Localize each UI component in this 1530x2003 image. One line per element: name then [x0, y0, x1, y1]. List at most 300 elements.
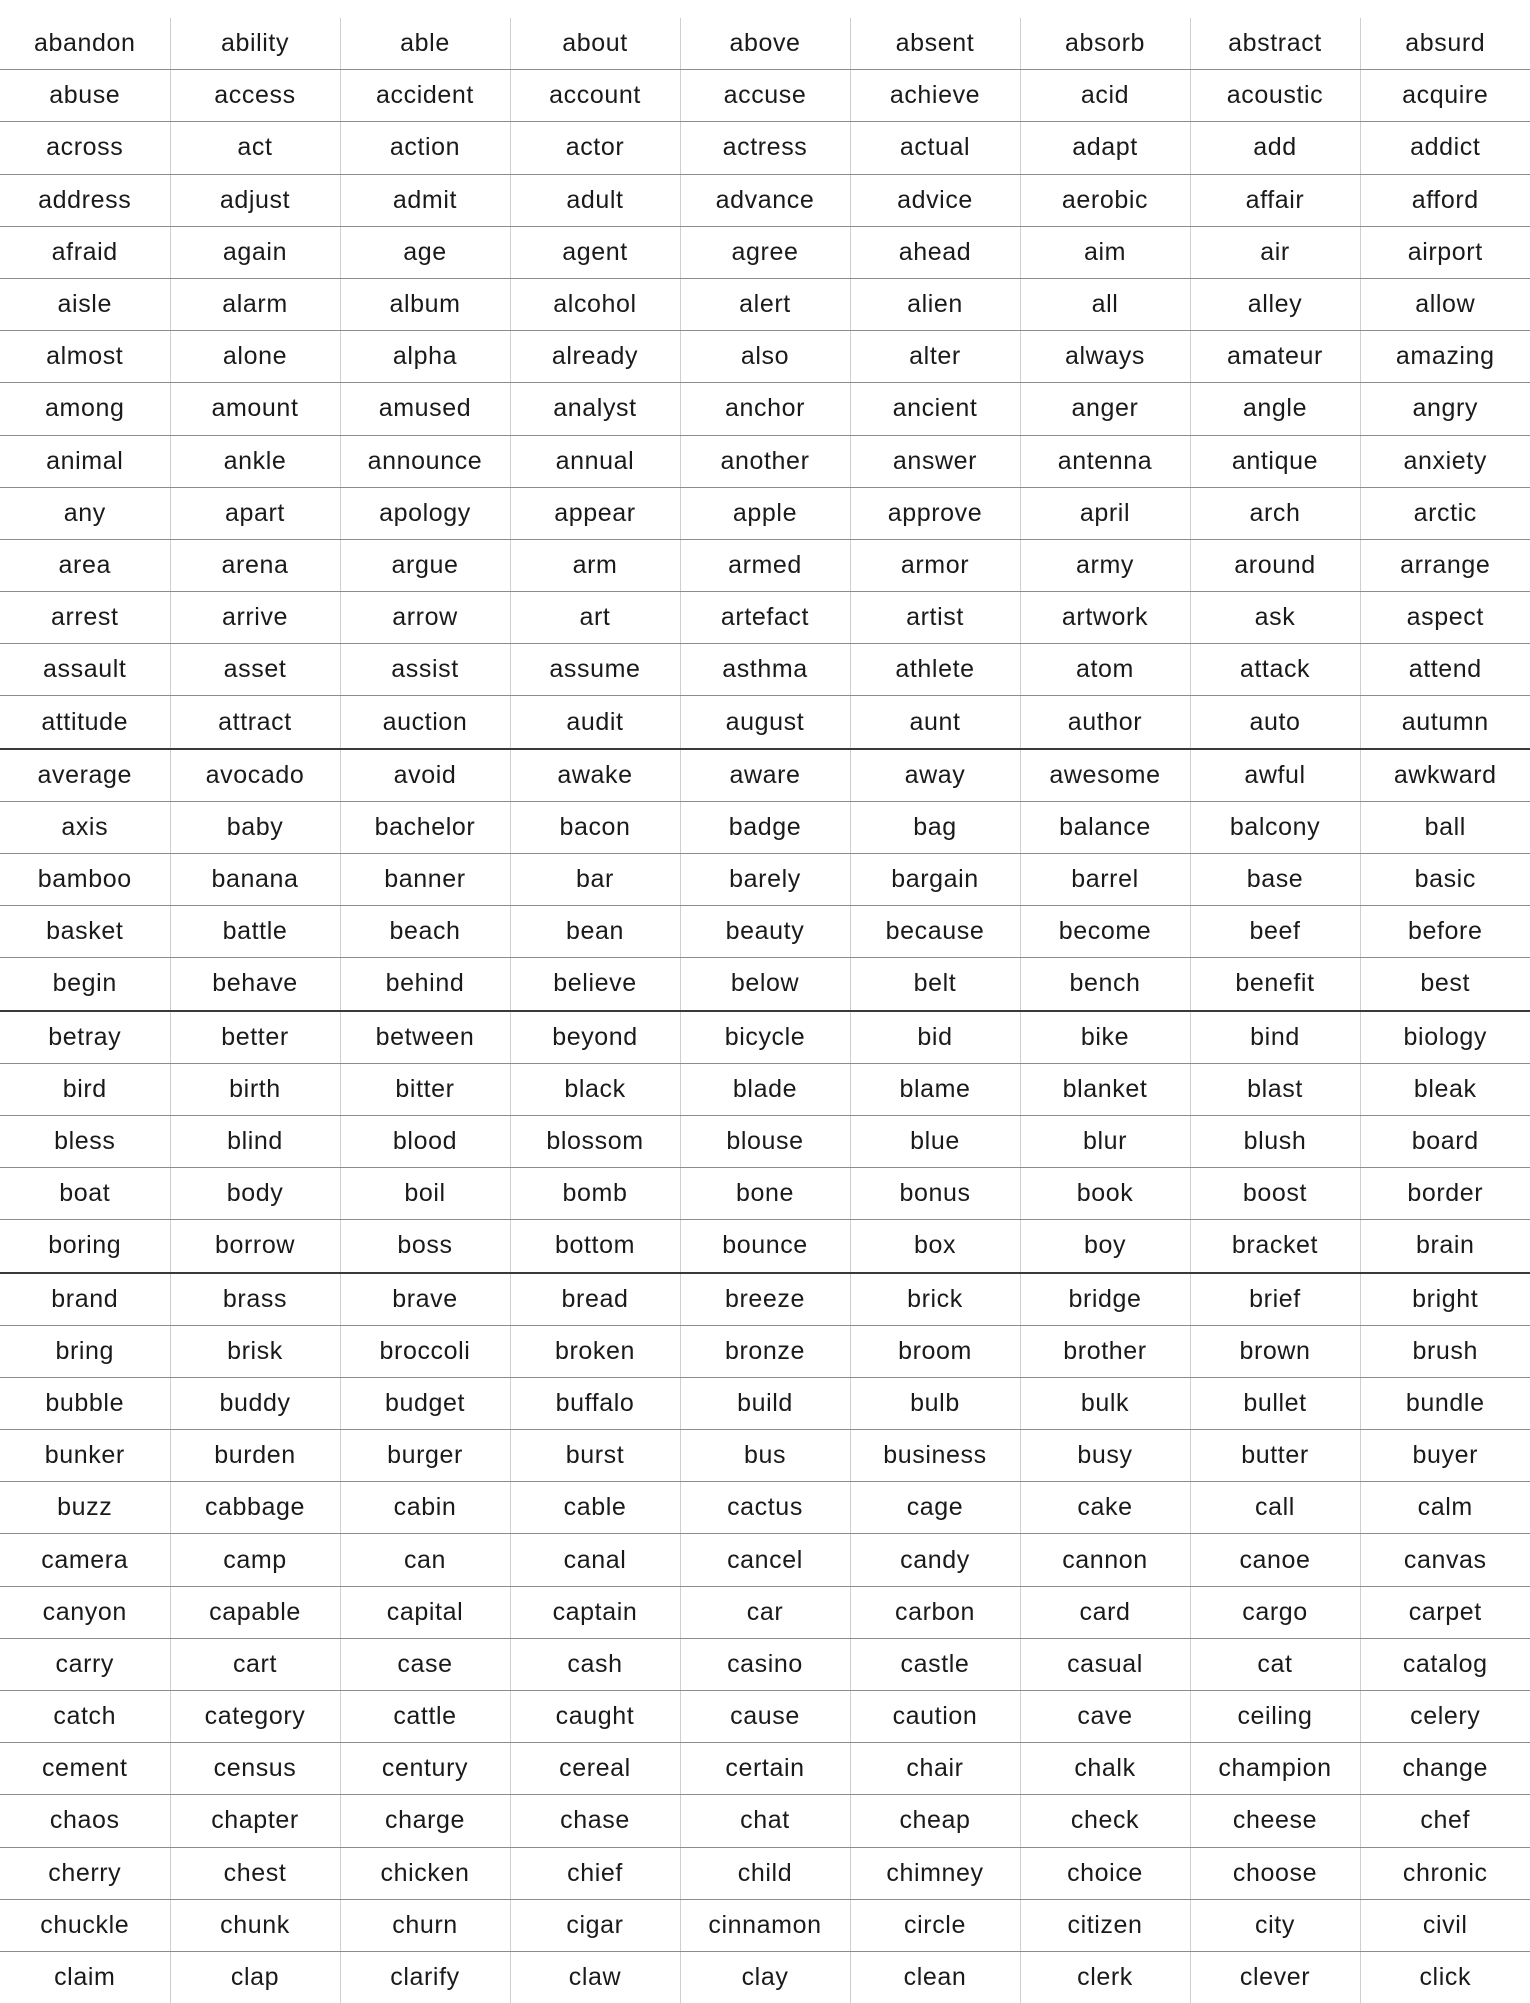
word-cell: burst	[510, 1430, 680, 1482]
word-cell: brisk	[170, 1325, 340, 1377]
word-cell: add	[1190, 122, 1360, 174]
word-cell: chest	[170, 1847, 340, 1899]
word-cell: carry	[0, 1638, 170, 1690]
word-cell: answer	[850, 435, 1020, 487]
word-cell: blossom	[510, 1115, 680, 1167]
word-cell: autumn	[1360, 696, 1530, 749]
word-cell: bullet	[1190, 1377, 1360, 1429]
word-cell: bridge	[1020, 1273, 1190, 1326]
word-cell: animal	[0, 435, 170, 487]
word-cell: brave	[340, 1273, 510, 1326]
word-cell: alarm	[170, 278, 340, 330]
word-row	[0, 1063, 1530, 1115]
word-cell: basic	[1360, 854, 1530, 906]
word-cell: below	[680, 958, 850, 1011]
word-cell: awake	[510, 749, 680, 802]
word-cell: artwork	[1020, 592, 1190, 644]
word-cell: cement	[0, 1743, 170, 1795]
word-cell: acquire	[1360, 70, 1530, 122]
word-cell: chuckle	[0, 1899, 170, 1951]
word-cell: before	[1360, 906, 1530, 958]
word-cell: cheese	[1190, 1795, 1360, 1847]
word-row	[0, 1325, 1530, 1377]
word-cell: claim	[54, 1963, 116, 1992]
word-cell: build	[680, 1377, 850, 1429]
word-cell: bulb	[850, 1377, 1020, 1429]
word-cell: actress	[680, 122, 850, 174]
word-cell: anchor	[680, 383, 850, 435]
word-cell: attend	[1360, 644, 1530, 696]
word-cell: bid	[850, 1011, 1020, 1064]
word-cell: access	[170, 70, 340, 122]
word-cell: bike	[1020, 1011, 1190, 1064]
word-row	[0, 1220, 1530, 1273]
word-cell: arrive	[170, 592, 340, 644]
word-cell: analyst	[510, 383, 680, 435]
word-cell: cherry	[0, 1847, 170, 1899]
word-row	[0, 70, 1530, 122]
word-cell: clean	[850, 1951, 1020, 2003]
word-cell: album	[340, 278, 510, 330]
word-cell: certain	[680, 1743, 850, 1795]
word-cell: all	[1020, 278, 1190, 330]
word-cell: caught	[510, 1691, 680, 1743]
word-cell: alone	[170, 331, 340, 383]
word-cell: betray	[0, 1011, 170, 1064]
word-row	[0, 644, 1530, 696]
word-cell: book	[1020, 1168, 1190, 1220]
word-cell: awesome	[1020, 749, 1190, 802]
word-cell: already	[510, 331, 680, 383]
word-cell: catalog	[1360, 1638, 1530, 1690]
word-cell: cactus	[680, 1482, 850, 1534]
word-cell: ask	[1190, 592, 1360, 644]
word-cell: bubble	[0, 1377, 170, 1429]
word-cell: chaos	[0, 1795, 170, 1847]
word-cell: bitter	[340, 1063, 510, 1115]
word-cell: boil	[340, 1168, 510, 1220]
word-cell: abstract	[1190, 18, 1360, 70]
word-row	[0, 592, 1530, 644]
word-cell: balcony	[1190, 801, 1360, 853]
word-cell: abuse	[0, 70, 170, 122]
word-cell: awkward	[1360, 749, 1530, 802]
word-cell: blur	[1020, 1115, 1190, 1167]
word-cell: box	[850, 1220, 1020, 1273]
word-cell: blade	[680, 1063, 850, 1115]
word-row	[0, 539, 1530, 591]
word-cell: assault	[0, 644, 170, 696]
word-cell: assume	[510, 644, 680, 696]
word-cell: blast	[1190, 1063, 1360, 1115]
word-cell: celery	[1360, 1691, 1530, 1743]
word-cell: again	[170, 226, 340, 278]
word-cell: capable	[170, 1586, 340, 1638]
word-cell: bread	[510, 1273, 680, 1326]
word-cell: buzz	[0, 1482, 170, 1534]
word-grid-body	[0, 18, 1530, 2003]
word-cell: balance	[1020, 801, 1190, 853]
word-cell: banner	[340, 854, 510, 906]
word-cell: cabin	[340, 1482, 510, 1534]
word-cell: boy	[1020, 1220, 1190, 1273]
word-row	[0, 383, 1530, 435]
word-cell: arrest	[0, 592, 170, 644]
word-cell: atom	[1020, 644, 1190, 696]
word-cell: age	[340, 226, 510, 278]
word-cell: artefact	[680, 592, 850, 644]
word-cell: board	[1360, 1115, 1530, 1167]
word-cell: chimney	[850, 1847, 1020, 1899]
word-cell: between	[340, 1011, 510, 1064]
word-cell: adult	[510, 174, 680, 226]
word-cell: any	[0, 487, 170, 539]
word-cell: act	[170, 122, 340, 174]
word-cell: abandon	[0, 18, 170, 70]
word-row	[0, 1899, 1530, 1951]
word-cell: civil	[1360, 1899, 1530, 1951]
word-row	[0, 749, 1530, 802]
word-row	[0, 1377, 1530, 1429]
word-cell: actor	[510, 122, 680, 174]
word-cell: above	[680, 18, 850, 70]
word-cell: bulk	[1020, 1377, 1190, 1429]
word-cell: across	[0, 122, 170, 174]
word-cell: census	[170, 1743, 340, 1795]
word-cell: avocado	[170, 749, 340, 802]
word-cell: blame	[850, 1063, 1020, 1115]
word-cell: assist	[340, 644, 510, 696]
word-cell: arrange	[1360, 539, 1530, 591]
word-cell: absurd	[1360, 18, 1530, 70]
word-cell: ahead	[850, 226, 1020, 278]
word-cell: churn	[340, 1899, 510, 1951]
word-row	[0, 1482, 1530, 1534]
word-cell: chat	[680, 1795, 850, 1847]
word-cell: bus	[680, 1430, 850, 1482]
word-cell: attack	[1190, 644, 1360, 696]
word-cell: alpha	[340, 331, 510, 383]
word-cell: account	[510, 70, 680, 122]
word-cell: broken	[510, 1325, 680, 1377]
word-cell: annual	[510, 435, 680, 487]
word-cell: champion	[1190, 1743, 1360, 1795]
word-cell: become	[1020, 906, 1190, 958]
word-row	[0, 801, 1530, 853]
word-cell: blue	[850, 1115, 1020, 1167]
word-cell: choose	[1190, 1847, 1360, 1899]
word-cell: breeze	[680, 1273, 850, 1326]
word-cell: ankle	[170, 435, 340, 487]
word-cell: absorb	[1020, 18, 1190, 70]
word-cell: bright	[1360, 1273, 1530, 1326]
word-cell: bone	[680, 1168, 850, 1220]
word-cell: boss	[340, 1220, 510, 1273]
word-cell: because	[850, 906, 1020, 958]
word-cell: case	[340, 1638, 510, 1690]
word-row	[0, 487, 1530, 539]
word-cell: casino	[680, 1638, 850, 1690]
word-cell: bicycle	[680, 1011, 850, 1064]
word-cell: bottom	[510, 1220, 680, 1273]
word-cell: barely	[680, 854, 850, 906]
word-cell: can	[340, 1534, 510, 1586]
word-cell: brand	[0, 1273, 170, 1326]
word-cell: away	[850, 749, 1020, 802]
word-cell: clap	[170, 1951, 340, 2003]
word-cell: attitude	[0, 696, 170, 749]
word-cell: buyer	[1360, 1430, 1530, 1482]
word-cell: bring	[0, 1325, 170, 1377]
word-cell: attract	[170, 696, 340, 749]
word-cell: ceiling	[1190, 1691, 1360, 1743]
word-cell: armed	[680, 539, 850, 591]
word-cell: chief	[510, 1847, 680, 1899]
word-cell: apology	[340, 487, 510, 539]
word-cell: aisle	[0, 278, 170, 330]
word-cell: chronic	[1360, 1847, 1530, 1899]
word-cell: ancient	[850, 383, 1020, 435]
word-cell: allow	[1360, 278, 1530, 330]
word-cell: boat	[0, 1168, 170, 1220]
word-cell: absent	[850, 18, 1020, 70]
word-cell: best	[1360, 958, 1530, 1011]
word-cell: bronze	[680, 1325, 850, 1377]
word-cell: call	[1190, 1482, 1360, 1534]
word-row	[0, 435, 1530, 487]
word-row	[0, 1273, 1530, 1326]
word-cell: arctic	[1360, 487, 1530, 539]
word-cell: arch	[1190, 487, 1360, 539]
word-cell: cannon	[1020, 1534, 1190, 1586]
word-cell: broom	[850, 1325, 1020, 1377]
word-cell: blood	[340, 1115, 510, 1167]
word-cell: cinnamon	[680, 1899, 850, 1951]
word-cell: beef	[1190, 906, 1360, 958]
word-cell: camera	[0, 1534, 170, 1586]
word-cell: brown	[1190, 1325, 1360, 1377]
word-cell: bargain	[850, 854, 1020, 906]
word-cell: advance	[680, 174, 850, 226]
word-cell: alert	[680, 278, 850, 330]
word-cell: century	[340, 1743, 510, 1795]
word-cell: announce	[340, 435, 510, 487]
word-cell: bomb	[510, 1168, 680, 1220]
word-cell: bless	[0, 1115, 170, 1167]
word-cell: amount	[170, 383, 340, 435]
word-cell: chef	[1360, 1795, 1530, 1847]
word-cell: adjust	[170, 174, 340, 226]
word-cell: buddy	[170, 1377, 340, 1429]
word-cell: bench	[1020, 958, 1190, 1011]
word-cell: canoe	[1190, 1534, 1360, 1586]
word-cell: actual	[850, 122, 1020, 174]
word-cell: beyond	[510, 1011, 680, 1064]
word-cell: aim	[1020, 226, 1190, 278]
word-cell: blind	[170, 1115, 340, 1167]
word-cell: aerobic	[1020, 174, 1190, 226]
word-row	[0, 331, 1530, 383]
word-cell: calm	[1360, 1482, 1530, 1534]
word-row	[0, 18, 1530, 70]
word-cell: apple	[680, 487, 850, 539]
word-cell: citizen	[1020, 1899, 1190, 1951]
word-cell: adapt	[1020, 122, 1190, 174]
word-cell: among	[0, 383, 170, 435]
word-cell: card	[1020, 1586, 1190, 1638]
word-cell: caution	[850, 1691, 1020, 1743]
word-cell: bracket	[1190, 1220, 1360, 1273]
word-cell: alter	[850, 331, 1020, 383]
word-cell: aspect	[1360, 592, 1530, 644]
word-cell: bundle	[1360, 1377, 1530, 1429]
word-cell: about	[510, 18, 680, 70]
word-cell: airport	[1360, 226, 1530, 278]
word-cell: begin	[0, 958, 170, 1011]
word-cell: august	[680, 696, 850, 749]
word-row	[0, 1795, 1530, 1847]
word-cell: agree	[680, 226, 850, 278]
word-cell: cabbage	[170, 1482, 340, 1534]
word-cell: claw	[510, 1951, 680, 2003]
word-cell: body	[170, 1168, 340, 1220]
word-cell: behind	[340, 958, 510, 1011]
word-cell: chapter	[170, 1795, 340, 1847]
word-row	[0, 906, 1530, 958]
word-row	[0, 1011, 1530, 1064]
word-cell: cause	[680, 1691, 850, 1743]
word-row	[0, 226, 1530, 278]
word-cell: athlete	[850, 644, 1020, 696]
word-cell: chalk	[1020, 1743, 1190, 1795]
word-cell: better	[170, 1011, 340, 1064]
word-cell: change	[1360, 1743, 1530, 1795]
word-cell: auction	[340, 696, 510, 749]
word-cell: cave	[1020, 1691, 1190, 1743]
word-cell: believe	[510, 958, 680, 1011]
word-cell: afford	[1360, 174, 1530, 226]
word-cell: cash	[510, 1638, 680, 1690]
word-cell: achieve	[850, 70, 1020, 122]
word-cell: artist	[850, 592, 1020, 644]
word-cell: appear	[510, 487, 680, 539]
word-cell: cattle	[340, 1691, 510, 1743]
word-cell: borrow	[170, 1220, 340, 1273]
word-cell: clarify	[340, 1951, 510, 2003]
word-cell: afraid	[0, 226, 170, 278]
word-cell: air	[1190, 226, 1360, 278]
word-cell: brick	[850, 1273, 1020, 1326]
word-cell: city	[1190, 1899, 1360, 1951]
word-cell: aunt	[850, 696, 1020, 749]
word-cell: advice	[850, 174, 1020, 226]
word-cell: broccoli	[340, 1325, 510, 1377]
word-cell: affair	[1190, 174, 1360, 226]
word-cell: acoustic	[1190, 70, 1360, 122]
word-cell: business	[850, 1430, 1020, 1482]
word-cell: black	[510, 1063, 680, 1115]
word-cell: base	[1190, 854, 1360, 906]
word-cell: admit	[340, 174, 510, 226]
word-cell: catch	[0, 1691, 170, 1743]
word-cell: anger	[1020, 383, 1190, 435]
word-cell: busy	[1020, 1430, 1190, 1482]
word-row	[0, 1168, 1530, 1220]
word-cell: budget	[340, 1377, 510, 1429]
word-cell: cereal	[510, 1743, 680, 1795]
word-cell: cage	[850, 1482, 1020, 1534]
word-cell: amateur	[1190, 331, 1360, 383]
word-cell: bonus	[850, 1168, 1020, 1220]
word-row	[0, 278, 1530, 330]
word-cell: always	[1020, 331, 1190, 383]
word-cell: blouse	[680, 1115, 850, 1167]
word-cell: bamboo	[0, 854, 170, 906]
word-cell: banana	[170, 854, 340, 906]
word-cell: antique	[1190, 435, 1360, 487]
word-cell: armor	[850, 539, 1020, 591]
word-cell: brass	[170, 1273, 340, 1326]
word-row	[0, 1430, 1530, 1482]
word-cell: chunk	[170, 1899, 340, 1951]
word-cell: anxiety	[1360, 435, 1530, 487]
word-cell: bind	[1190, 1011, 1360, 1064]
word-cell: alcohol	[510, 278, 680, 330]
word-cell: approve	[850, 487, 1020, 539]
word-cell: asset	[170, 644, 340, 696]
word-row	[0, 1638, 1530, 1690]
word-cell: alien	[850, 278, 1020, 330]
word-cell: benefit	[1190, 958, 1360, 1011]
word-row	[0, 1847, 1530, 1899]
word-cell: around	[1190, 539, 1360, 591]
word-cell: child	[680, 1847, 850, 1899]
word-cell: check	[1020, 1795, 1190, 1847]
word-cell: clever	[1190, 1951, 1360, 2003]
word-cell: belt	[850, 958, 1020, 1011]
word-cell: action	[340, 122, 510, 174]
word-cell: address	[0, 174, 170, 226]
word-cell: click	[1360, 1951, 1530, 2003]
word-cell: chicken	[340, 1847, 510, 1899]
word-cell: april	[1020, 487, 1190, 539]
word-cell: clay	[680, 1951, 850, 2003]
word-row	[0, 958, 1530, 1011]
word-cell: axis	[0, 801, 170, 853]
word-cell: charge	[340, 1795, 510, 1847]
word-cell: beach	[340, 906, 510, 958]
word-cell: asthma	[680, 644, 850, 696]
word-cell: art	[510, 592, 680, 644]
word-cell: boring	[0, 1220, 170, 1273]
word-cell: angry	[1360, 383, 1530, 435]
word-cell: battle	[170, 906, 340, 958]
word-cell: chair	[850, 1743, 1020, 1795]
word-cell: capital	[340, 1586, 510, 1638]
word-cell: cable	[510, 1482, 680, 1534]
word-cell: baby	[170, 801, 340, 853]
word-cell: carpet	[1360, 1586, 1530, 1638]
word-cell: behave	[170, 958, 340, 1011]
word-cell: birth	[170, 1063, 340, 1115]
word-cell: circle	[850, 1899, 1020, 1951]
word-cell: car	[680, 1586, 850, 1638]
word-cell: captain	[510, 1586, 680, 1638]
word-cell: category	[170, 1691, 340, 1743]
word-cell: argue	[340, 539, 510, 591]
word-cell: bacon	[510, 801, 680, 853]
word-cell: apart	[170, 487, 340, 539]
